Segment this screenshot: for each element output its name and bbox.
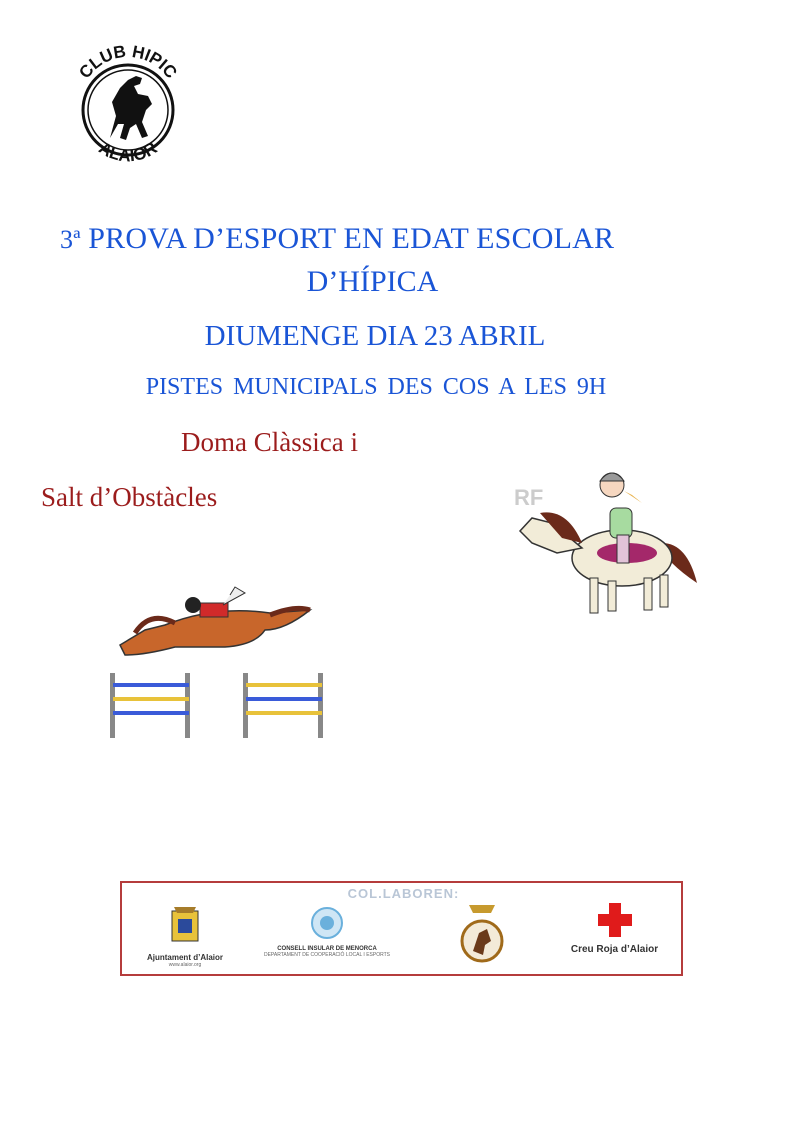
red-cross-icon	[596, 901, 634, 939]
pony-rider-illustration	[512, 463, 702, 623]
title-line2: D’HÍPICA	[306, 265, 439, 298]
consell-emblem-icon	[309, 905, 345, 941]
show-jumping-illustration	[105, 585, 335, 755]
club-hipic-logo	[58, 30, 198, 180]
event-date: DIUMENGE DIA 23 ABRIL	[204, 320, 546, 352]
logo-top-text: CLUB HIPIC	[75, 41, 181, 82]
sponsor-name: CONSELL INSULAR DE MENORCA	[277, 946, 377, 952]
sponsor-creu-roja	[552, 901, 677, 955]
svg-text:CLUB HIPIC	[75, 42, 180, 82]
sponsor-name: Ajuntament d’Alaior	[146, 953, 223, 962]
crest-horse-icon	[459, 901, 505, 969]
sponsor-crest	[442, 901, 522, 974]
discipline-jumping: Salt d’Obstàcles	[41, 482, 218, 512]
sponsors-heading: COL.LABOREN:	[347, 886, 460, 901]
sponsor-sub: www.alaior.org	[168, 961, 202, 968]
title-ordinal: 3ª	[60, 225, 81, 254]
title-line1: PROVA D’ESPORT EN EDAT ESCOLAR	[88, 222, 615, 255]
logo-bottom-text: ALAIOR	[95, 138, 161, 166]
svg-text:RF: RF	[514, 485, 544, 510]
svg-text:ALAIOR	[96, 138, 161, 165]
sponsor-ajuntament	[130, 905, 240, 968]
discipline-dressage: Doma Clàssica i	[181, 427, 358, 457]
sponsor-consell	[262, 905, 392, 958]
sponsor-name: Creu Roja d’Alaior	[570, 944, 659, 955]
sponsors-banner	[120, 881, 683, 976]
sponsor-sub: DEPARTAMENT DE COOPERACIÓ LOCAL I ESPORTS	[263, 951, 391, 958]
event-venue: PISTES MUNICIPALS DES COS A LES 9H	[145, 374, 607, 400]
rearing-horse-icon	[110, 76, 152, 140]
event-title	[60, 222, 720, 256]
coat-of-arms-icon	[168, 905, 202, 949]
